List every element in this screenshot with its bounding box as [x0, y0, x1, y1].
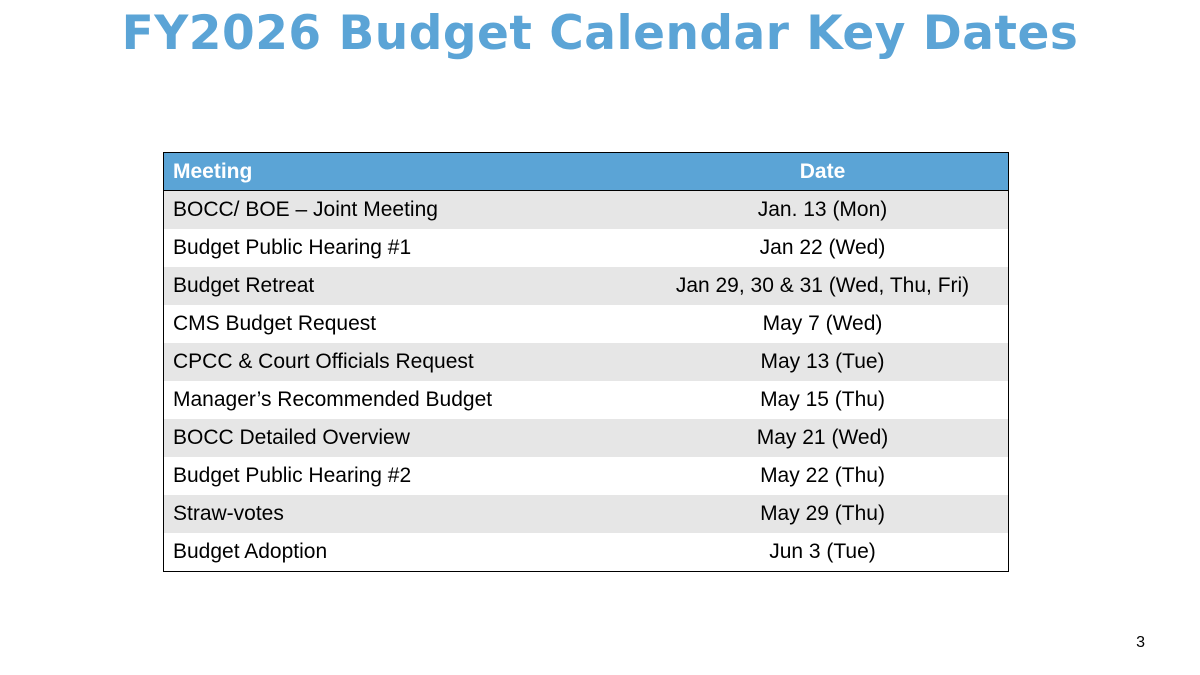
meeting-cell: CPCC & Court Officials Request [164, 343, 638, 381]
table-header-row [164, 153, 1009, 191]
meeting-cell: Manager’s Recommended Budget [164, 381, 638, 419]
page-number: 3 [1136, 634, 1145, 651]
table-row [164, 457, 1009, 495]
meeting-cell: Budget Adoption [164, 533, 638, 572]
date-cell: May 22 (Thu) [637, 457, 1009, 495]
meeting-cell: Budget Public Hearing #2 [164, 457, 638, 495]
meeting-cell: Budget Public Hearing #1 [164, 229, 638, 267]
date-cell: May 15 (Thu) [637, 381, 1009, 419]
table-row [164, 533, 1009, 572]
table-row [164, 381, 1009, 419]
column-header-meeting: Meeting [164, 153, 638, 191]
budget-calendar-table-container [163, 152, 1009, 572]
date-cell: May 21 (Wed) [637, 419, 1009, 457]
date-cell: Jan. 13 (Mon) [637, 191, 1009, 230]
table-row [164, 229, 1009, 267]
table-row [164, 191, 1009, 230]
date-cell: Jun 3 (Tue) [637, 533, 1009, 572]
date-cell: Jan 22 (Wed) [637, 229, 1009, 267]
table-row [164, 495, 1009, 533]
slide-title: FY2026 Budget Calendar Key Dates [121, 6, 1079, 61]
meeting-cell: Straw-votes [164, 495, 638, 533]
meeting-cell: BOCC/ BOE – Joint Meeting [164, 191, 638, 230]
meeting-cell: CMS Budget Request [164, 305, 638, 343]
column-header-date: Date [637, 153, 1009, 191]
date-cell: May 29 (Thu) [637, 495, 1009, 533]
table-row [164, 343, 1009, 381]
date-cell: Jan 29, 30 & 31 (Wed, Thu, Fri) [637, 267, 1009, 305]
meeting-cell: BOCC Detailed Overview [164, 419, 638, 457]
meeting-cell: Budget Retreat [164, 267, 638, 305]
date-cell: May 7 (Wed) [637, 305, 1009, 343]
date-cell: May 13 (Tue) [637, 343, 1009, 381]
budget-calendar-table [163, 152, 1009, 572]
table-row [164, 267, 1009, 305]
table-row [164, 305, 1009, 343]
table-row [164, 419, 1009, 457]
